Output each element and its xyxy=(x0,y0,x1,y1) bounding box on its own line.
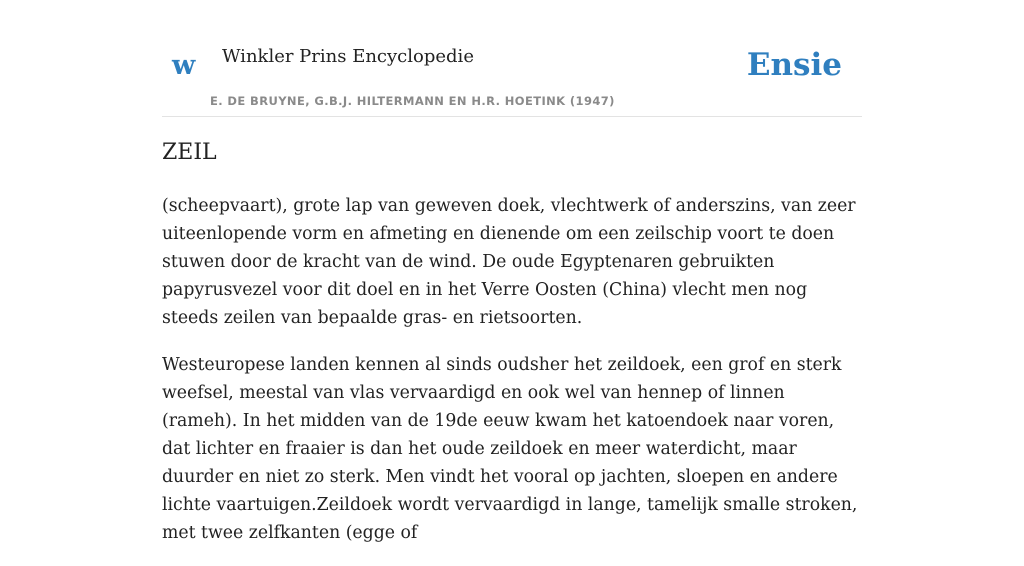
article-paragraph: (scheepvaart), grote lap van geweven doek, vlechtwerk of anderszins, van zeer uiteenlopende vorm en afmeting en dienende om een zeilschip voort te doen stuwen door de kracht van de wind. De oude Egyptenaren gebruikten papyrusvezel voor dit doel en in het Verre Oosten (China) vlecht men nog steeds zeilen van bepaalde gras- en rietsoorten. xyxy=(162,196,856,328)
article-paragraph: Westeuropese landen kennen al sinds oudsher het zeildoek, een grof en sterk weefsel, meestal van vlas vervaardigd en ook wel van hennep of linnen (rameh). In het midden van de 19de eeuw kwam het katoendoek naar voren, dat lichter en fraaier is dan het oude zeildoek en meer waterdicht, maar duurder en niet zo sterk. Men vindt het vooral op jachten, sloepen en andere lichte vaartuigen.Zeildoek wordt vervaardigd in lange, tamelijk smalle stroken, met twee zelfkanten (egge of xyxy=(162,355,858,543)
authors-subtitle: E. DE BRUYNE, G.B.J. HILTERMANN EN H.R. HOETINK (1947) xyxy=(210,94,615,108)
winkler-prins-logo[interactable]: w xyxy=(172,50,196,81)
article-title: ZEIL xyxy=(162,140,217,165)
ensie-logo-link[interactable]: Ensie xyxy=(746,47,842,83)
article-body xyxy=(162,192,862,566)
site-title[interactable]: Winkler Prins Encyclopedie xyxy=(222,46,474,67)
site-header xyxy=(162,0,862,117)
